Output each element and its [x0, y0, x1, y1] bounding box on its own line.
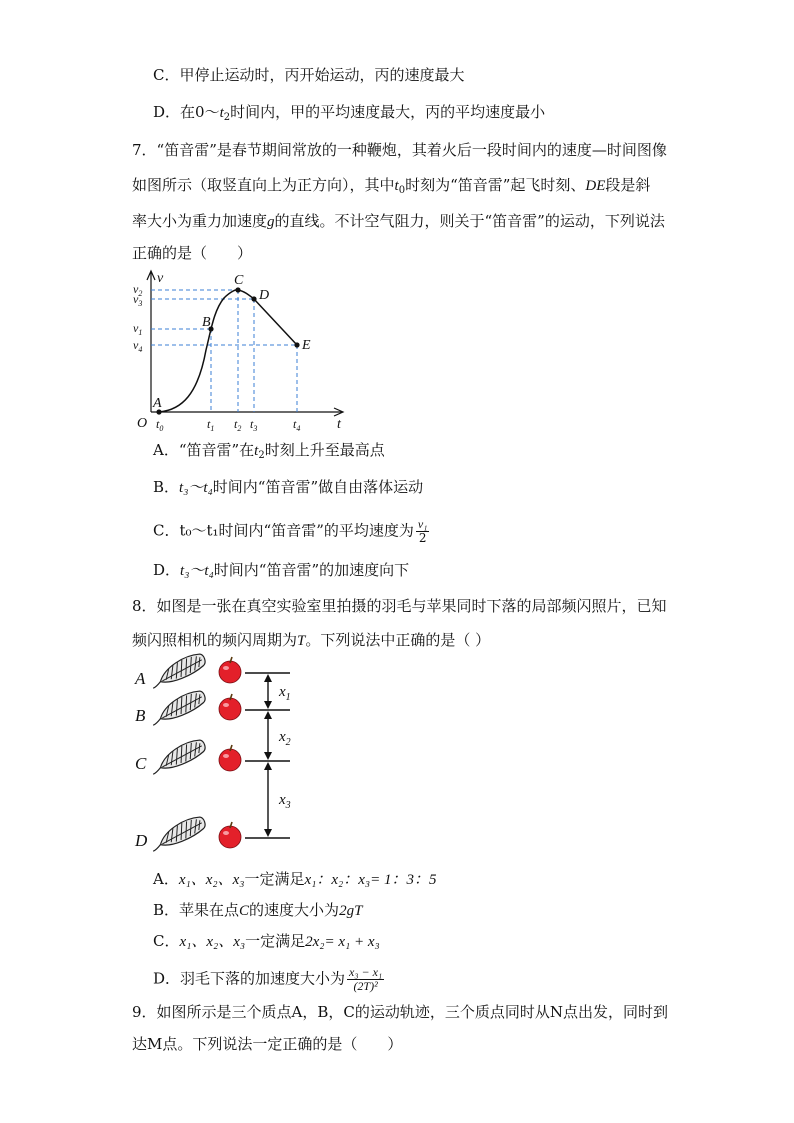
label-c: C — [135, 754, 147, 773]
tick-t3: $t_3$ — [250, 417, 258, 433]
label-x2: $x_2$ — [279, 729, 291, 748]
q7-stem-line4: 正确的是（ ） — [132, 244, 253, 262]
q6-option-c: C．甲停止运动时，丙开始运动，丙的速度最大 — [153, 66, 465, 84]
q7-option-d: D．t₃～t₄时间内“笛音雷”的加速度向下 — [153, 561, 410, 579]
label-d: D — [259, 288, 270, 303]
label-v: v — [157, 271, 164, 286]
q7-option-c: C．t₀～t₁时间内“笛音雷”的平均速度为 $\frac{\text{v₁}}{2}$ — [153, 517, 428, 545]
label-c: C — [234, 273, 244, 288]
q8-option-d: D．羽毛下落的加速度大小为 $\frac{\text{x₃ − x₁}}{\text{(2T)²}}$ — [153, 965, 383, 993]
q6-option-d: D．在$0\sim t_2$时间内，甲的平均速度最大，丙的平均速度最小 — [153, 103, 546, 123]
tick-t1: $t_1$ — [207, 417, 215, 433]
q9-stem-line2: 达M点。下列说法一定正确的是（ ） — [132, 1035, 403, 1053]
label-t: t — [337, 417, 341, 432]
feather-c — [147, 738, 208, 774]
label-b: B — [135, 706, 146, 725]
label-x1: $x_1$ — [279, 684, 291, 703]
q7-stem-line2: 如图所示（取竖直向上为正方向），其中$t_0$时刻为“笛音雷”起飞时刻、DE段是斜 — [132, 176, 651, 196]
tick-t2: $t_2$ — [234, 417, 242, 433]
tick-v4: $v_4$ — [133, 338, 143, 354]
q7-option-a: A．“笛音雷”在$t_2$时刻上升至最高点 — [153, 441, 385, 461]
q8-option-b: B．苹果在点C的速度大小为2gT — [153, 901, 363, 919]
label-e: E — [302, 338, 311, 353]
label-a: A — [153, 396, 162, 411]
q7-option-b: B．t₃～t₄时间内“笛音雷”做自由落体运动 — [153, 478, 424, 496]
apple-c — [219, 745, 241, 771]
apple-a — [219, 657, 241, 683]
label-b: B — [202, 315, 211, 330]
fraction: $\frac{\text{x₃ − x₁}}{\text{(2T)²}}$ — [349, 965, 383, 993]
q8-stem-line2: 频闪照相机的频闪周期为T。下列说法中正确的是（ ） — [132, 631, 491, 649]
q7-stem-line1: 7．“笛音雷”是春节期间常放的一种鞭炮，其着火后一段时间内的速度—时间图像 — [132, 141, 667, 159]
label-o: O — [137, 416, 148, 431]
label-d: D — [135, 831, 148, 850]
apple-b — [219, 694, 241, 720]
q8-stem-line1: 8．如图是一张在真空实验室里拍摄的羽毛与苹果同时下落的局部频闪照片，已知 — [132, 597, 667, 615]
q8-option-a: A．x₁、x₂、x₃一定满足x₁：x₂：x₃= 1：3：5 — [153, 870, 437, 888]
tick-v2: $v_2$ — [133, 282, 143, 298]
tick-t0: $t_0$ — [156, 417, 164, 433]
q7-stem-line3: 率大小为重力加速度g的直线。不计空气阻力，则关于“笛音雷”的运动，下列说法 — [132, 212, 665, 230]
q9-stem-line1: 9．如图所示是三个质点A，B，C的运动轨迹，三个质点同时从N点出发，同时到 — [132, 1003, 669, 1021]
tick-v1: $v_1$ — [133, 321, 143, 337]
label-a: A — [135, 669, 146, 688]
apple-d — [219, 822, 241, 848]
feather-a — [147, 652, 208, 688]
label-x3: $x_3$ — [279, 792, 291, 811]
feather-d — [147, 815, 208, 851]
q8-option-c: C．x₁、x₂、x₃一定满足2x₂= x₁ + x₃ — [153, 932, 380, 950]
fraction: $\frac{\text{v₁}}{2}$ — [417, 517, 428, 545]
feather-b — [147, 689, 208, 725]
tick-t4: $t_4$ — [293, 417, 301, 433]
tick-v3: $v_3$ — [133, 292, 143, 308]
